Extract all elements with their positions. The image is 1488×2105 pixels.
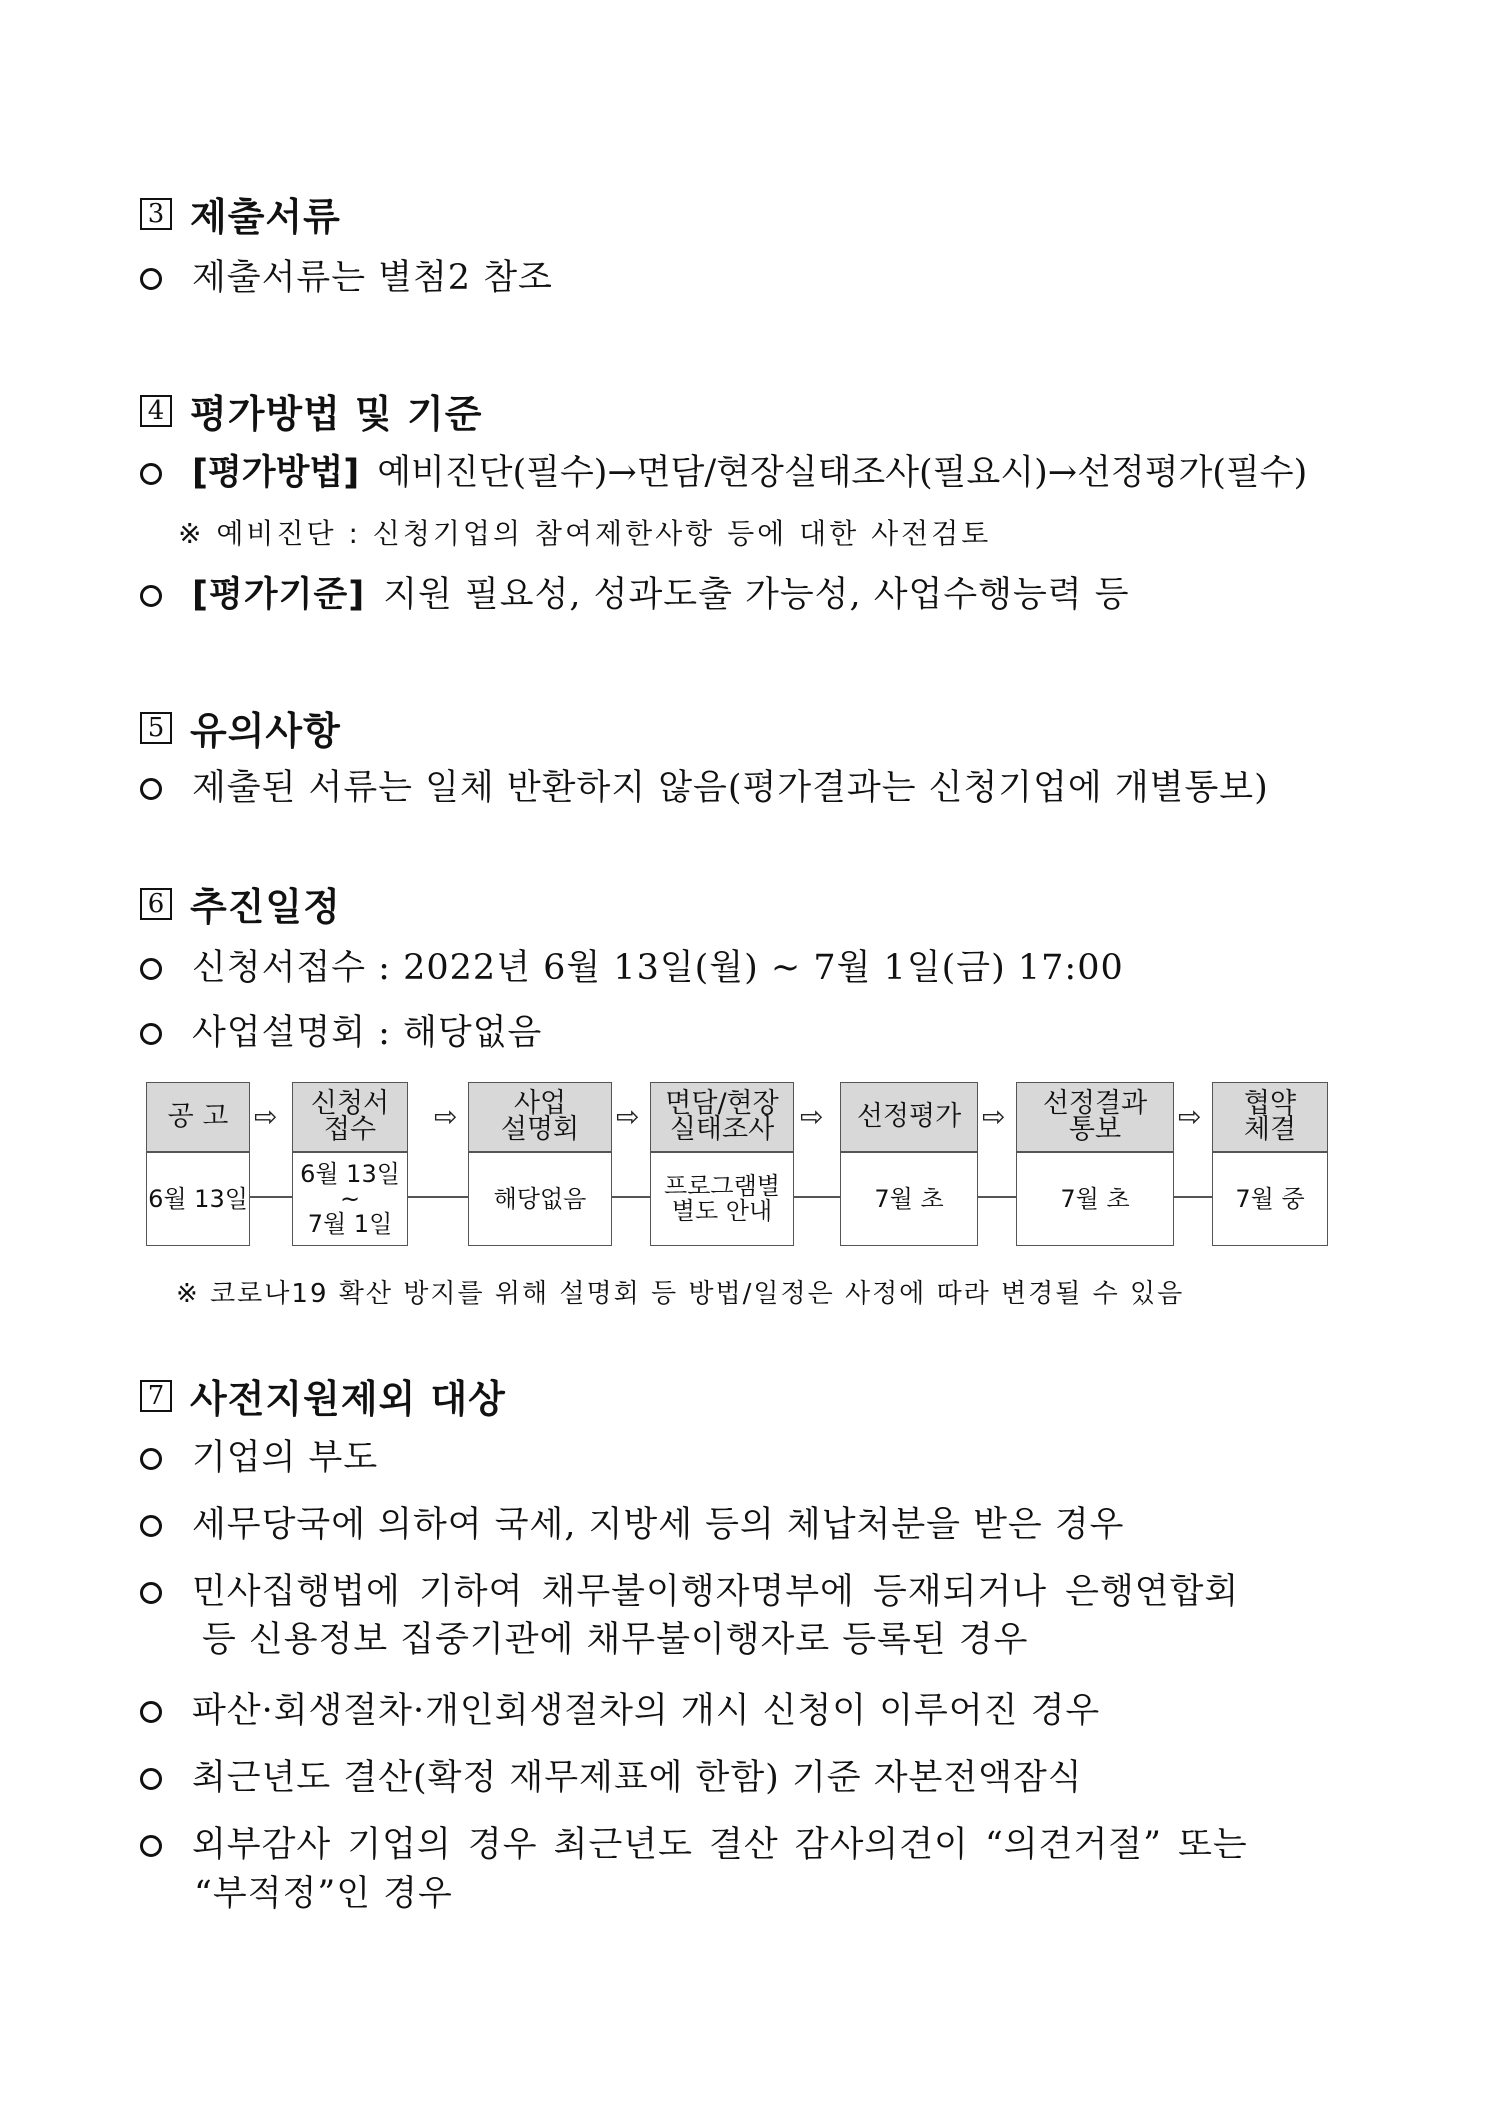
- connector-line: [1174, 1196, 1212, 1198]
- method-text: 예비진단(필수)→면담/현장실태조사(필요시)→선정평가(필수): [377, 453, 1308, 493]
- bullet-item: [140, 1497, 1124, 1547]
- section-number: 4: [140, 395, 172, 427]
- right-arrow-icon: ⇨: [982, 1100, 1006, 1133]
- bullet-text: 민사집행법에 기하여 채무불이행자명부에 등재되거나 은행연합회: [192, 1572, 1240, 1612]
- flow-step-body: 프로그램별 별도 안내: [650, 1152, 794, 1246]
- circle-bullet-icon: [140, 958, 162, 980]
- section-title: 사전지원제외 대상: [190, 1377, 506, 1421]
- flow-step-head: 사업 설명회: [468, 1082, 612, 1152]
- bullet-text: 제출서류는 별첨2 참조: [192, 258, 553, 298]
- note-text: ※ 코로나19 확산 방지를 위해 설명회 등 방법/일정은 사정에 따라 변경될 수 있음: [176, 1279, 1185, 1309]
- bullet-text: 기업의 부도: [192, 1438, 379, 1478]
- circle-bullet-icon: [140, 1515, 162, 1537]
- bullet-item: [140, 1750, 1083, 1800]
- section-4-heading: [140, 383, 482, 438]
- connector-line: [408, 1196, 468, 1198]
- criteria-label: [평가기준]: [192, 575, 366, 615]
- bullet-text: 외부감사 기업의 경우 최근년도 결산 감사의견이 “의견거절” 또는: [192, 1825, 1248, 1865]
- section-title: 유의사항: [190, 709, 341, 753]
- circle-bullet-icon: [140, 1023, 162, 1045]
- section-6-heading: [140, 876, 341, 931]
- flow-step-body: 6월 13일: [146, 1152, 250, 1246]
- bullet-item: [140, 567, 1130, 617]
- section-5-heading: [140, 700, 341, 755]
- circle-bullet-icon: [140, 268, 162, 290]
- method-label: [평가방법]: [192, 453, 360, 493]
- bullet-item: [140, 1817, 1248, 1867]
- bullet-text: 세무당국에 의하여 국세, 지방세 등의 체납처분을 받은 경우: [192, 1505, 1125, 1545]
- bullet-item: [140, 1564, 1239, 1614]
- circle-bullet-icon: [140, 1835, 162, 1857]
- bullet-item: [140, 1683, 1100, 1733]
- circle-bullet-icon: [140, 1582, 162, 1604]
- flow-step-body: 해당없음: [468, 1152, 612, 1246]
- right-arrow-icon: ⇨: [254, 1100, 278, 1133]
- section-number: 5: [140, 712, 172, 744]
- bullet-text: 최근년도 결산(확정 재무제표에 한함) 기준 자본전액잠식: [192, 1758, 1083, 1798]
- connector-line: [794, 1196, 840, 1198]
- bullet-item: [140, 445, 1307, 495]
- right-arrow-icon: ⇨: [434, 1100, 458, 1133]
- note-text: ※ 예비진단 : 신청기업의 참여제한사항 등에 대한 사전검토: [178, 517, 992, 550]
- bullet-continuation: 등 신용정보 집중기관에 채무불이행자로 등록된 경우: [202, 1620, 1029, 1660]
- section-title: 평가방법 및 기준: [190, 392, 483, 436]
- section-title: 제출서류: [190, 195, 341, 239]
- flow-step-body: 7월 초: [1016, 1152, 1174, 1246]
- section-number: 3: [140, 198, 172, 230]
- bullet-text: 제출된 서류는 일체 반환하지 않음(평가결과는 신청기업에 개별통보): [192, 768, 1269, 808]
- right-arrow-icon: ⇨: [1178, 1100, 1202, 1133]
- circle-bullet-icon: [140, 585, 162, 607]
- flow-step-body: 7월 중: [1212, 1152, 1328, 1246]
- bullet-item: [140, 1430, 378, 1480]
- bullet-item: [140, 250, 553, 300]
- bullet-text: 파산·회생절차·개인회생절차의 개시 신청이 이루어진 경우: [192, 1691, 1101, 1731]
- flow-step-head: 선정결과 통보: [1016, 1082, 1174, 1152]
- bullet-text: 신청서접수 : 2022년 6월 13일(월) ~ 7월 1일(금) 17:00: [192, 948, 1124, 988]
- bullet-text: 사업설명회 : 해당없음: [192, 1013, 543, 1053]
- bullet-item: [140, 940, 1124, 990]
- flow-step-head: 면담/현장 실태조사: [650, 1082, 794, 1152]
- right-arrow-icon: ⇨: [800, 1100, 824, 1133]
- flow-step-head: 선정평가: [840, 1082, 978, 1152]
- circle-bullet-icon: [140, 1701, 162, 1723]
- section-3-heading: [140, 186, 341, 241]
- section-7-heading: [140, 1368, 506, 1423]
- circle-bullet-icon: [140, 778, 162, 800]
- section-number: 7: [140, 1380, 172, 1412]
- flow-step-body: 7월 초: [840, 1152, 978, 1246]
- section-number: 6: [140, 888, 172, 920]
- bullet-item: [140, 760, 1269, 810]
- right-arrow-icon: ⇨: [616, 1100, 640, 1133]
- flow-step-head: 공 고: [146, 1082, 250, 1152]
- connector-line: [250, 1196, 292, 1198]
- flow-step-head: 협약 체결: [1212, 1082, 1328, 1152]
- flow-step-body: 6월 13일 ~ 7월 1일: [292, 1152, 408, 1246]
- circle-bullet-icon: [140, 1768, 162, 1790]
- connector-line: [978, 1196, 1016, 1198]
- criteria-text: 지원 필요성, 성과도출 가능성, 사업수행능력 등: [383, 575, 1130, 615]
- circle-bullet-icon: [140, 1448, 162, 1470]
- bullet-item: [140, 1005, 542, 1055]
- circle-bullet-icon: [140, 463, 162, 485]
- connector-line: [612, 1196, 650, 1198]
- bullet-continuation: “부적정”인 경우: [194, 1874, 453, 1914]
- flow-step-head: 신청서 접수: [292, 1082, 408, 1152]
- section-title: 추진일정: [190, 885, 341, 929]
